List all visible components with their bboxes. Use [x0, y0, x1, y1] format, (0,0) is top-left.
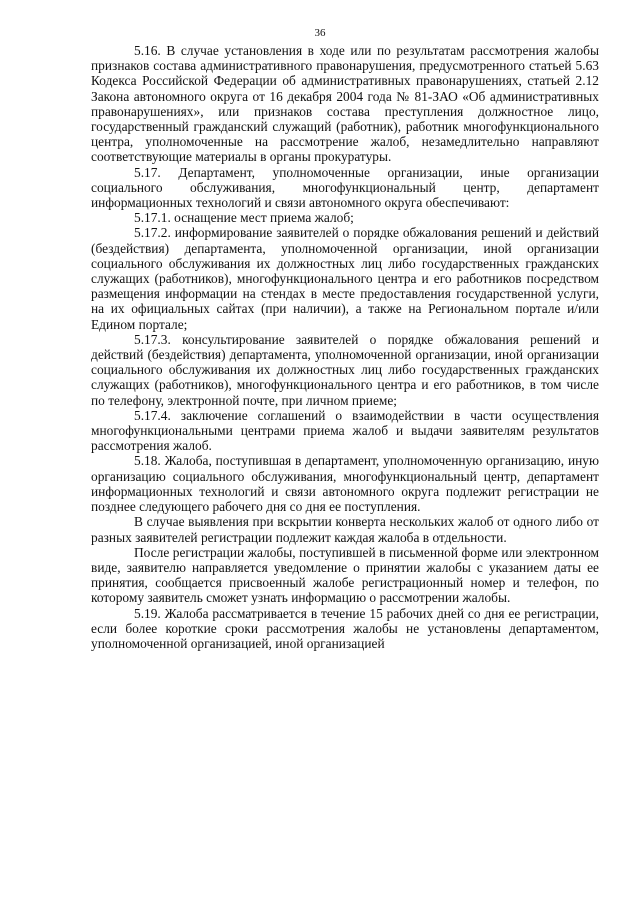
paragraph-5-17-1: 5.17.1. оснащение мест приема жалоб; [134, 210, 354, 226]
paragraph-5-17: 5.17. Департамент, уполномоченные организации, иные организации социального обслуживания, многофункциональный центр, департамент информационных технологий и связи автономного округа обеспечивают: [91, 164, 599, 211]
paragraph-5-17-4: 5.17.4. заключение соглашений о взаимодействии в части осуществления многофункциональными центрами приема жалоб и выдачи заявителям результатов рассмотрения жалоб. [91, 407, 599, 454]
paragraph-5-18: 5.18. Жалоба, поступившая в департамент, уполномоченную организацию, иную организацию социального обслуживания, многофункциональный центр, департамент информационных технологий и связи автономного округа подлежит регистрации не позднее следующего рабочего дня со дня ее поступления. [91, 453, 599, 515]
paragraph-multiple-complaints: В случае выявления при вскрытии конверта нескольких жалоб от одного либо от разных заявителей регистрации подлежит каждая жалоба в отдельности. [91, 514, 599, 545]
paragraph-registration-notice: После регистрации жалобы, поступившей в письменной форме или электронном виде, заявителю направляется уведомление о принятии жалобы с указанием даты ее принятия, сообщается присвоенный жалобе регистрационный номер и телефон, по которому заявитель сможет узнать информацию о рассмотрении жалобы. [91, 544, 599, 606]
paragraph-5-17-2: 5.17.2. информирование заявителей о порядке обжалования решений и действий (бездействия) департамента, уполномоченной организации, иной организации социального обслуживания их должностных лиц либо государственных гражданских служащих (работников), многофункционального центра и его работников посредством размещения информации на стендах в месте предоставления государственной услуги, на их официальных сайтах (при наличии), а также на Региональном портале и/или Едином портале; [91, 225, 599, 332]
paragraph-5-16: 5.16. В случае установления в ходе или по результатам рассмотрения жалобы признаков состава административного правонарушения, предусмотренного статьей 5.63 Кодекса Российской Федерации об административных правонарушениях, статьей 2.12 Закона автономного округа от 16 декабря 2004 года № 81-ЗАО «Об административных правонарушениях», или признаков состава преступления должностное лицо, государственный гражданский служащий (работник), работник многофункционального центра, уполномоченные на рассмотрение жалоб, незамедлительно направляют соответствующие материалы в органы прокуратуры. [91, 43, 599, 165]
document-body [91, 43, 599, 651]
paragraph-5-19: 5.19. Жалоба рассматривается в течение 15 рабочих дней со дня ее регистрации, если более короткие сроки рассмотрения жалобы не установлены департаментом, уполномоченной организацией, иной организацией [91, 605, 599, 651]
paragraph-5-17-3: 5.17.3. консультирование заявителей о порядке обжалования решений и действий (бездействия) департамента, уполномоченной организации, иной организации социального обслуживания их должностных лиц либо государственных гражданских служащих (работников), многофункционального центра и его работников, в том числе по телефону, электронной почте, при личном приеме; [91, 331, 599, 408]
page-number: 36 [314, 27, 326, 39]
